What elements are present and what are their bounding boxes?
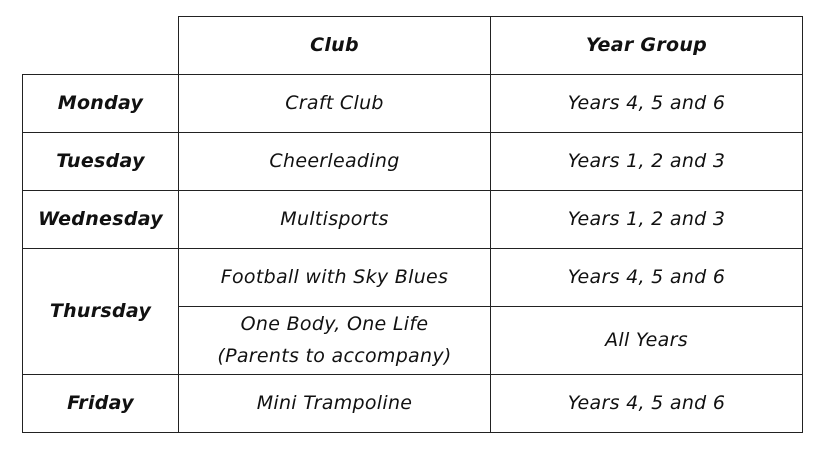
year-group-cell: Years 1, 2 and 3 [490,132,803,191]
day-cell-thursday: Thursday [22,248,179,375]
day-cell-friday: Friday [22,374,179,433]
day-cell-monday: Monday [22,74,179,133]
club-cell: Cheerleading [178,132,491,191]
year-group-cell: Years 4, 5 and 6 [490,248,803,307]
header-year-group: Year Group [490,16,803,75]
clubs-table [22,16,803,433]
club-cell: Mini Trampoline [178,374,491,433]
year-group-cell: All Years [490,306,803,375]
header-club: Club [178,16,491,75]
club-cell-two-line [178,306,491,375]
club-note-line: (Parents to accompany) [217,344,452,367]
day-cell-wednesday: Wednesday [22,190,179,249]
club-name-line: One Body, One Life [240,313,429,336]
year-group-cell: Years 4, 5 and 6 [490,374,803,433]
club-cell: Craft Club [178,74,491,133]
year-group-cell: Years 4, 5 and 6 [490,74,803,133]
day-cell-tuesday: Tuesday [22,132,179,191]
year-group-cell: Years 1, 2 and 3 [490,190,803,249]
club-cell: Multisports [178,190,491,249]
club-cell: Football with Sky Blues [178,248,491,307]
